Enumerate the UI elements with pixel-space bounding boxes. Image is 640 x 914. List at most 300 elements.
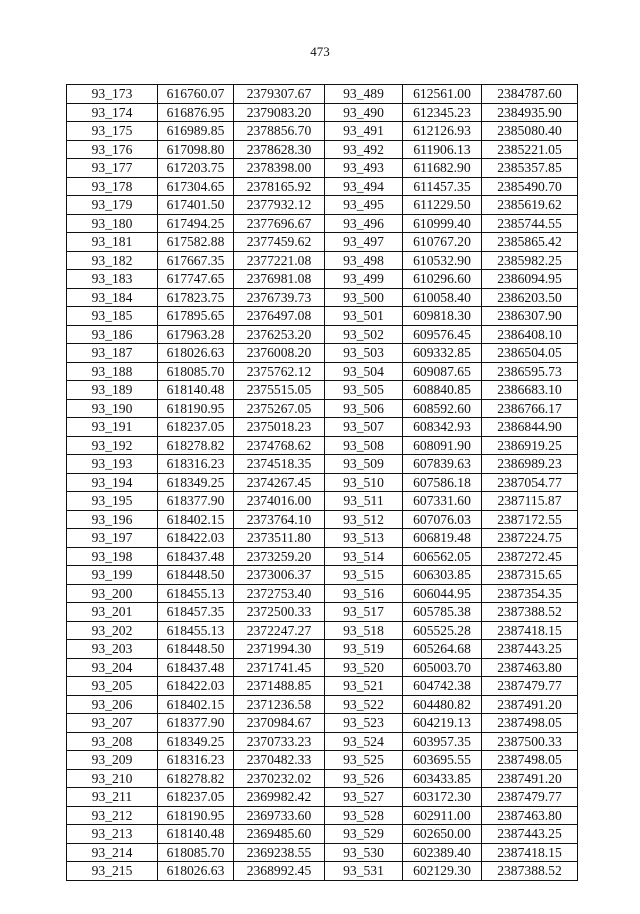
y-coordinate-cell: 2387491.20: [482, 769, 578, 788]
point-id-cell: 93_202: [67, 621, 158, 640]
point-id-cell: 93_193: [67, 455, 158, 474]
x-coordinate-cell: 611682.90: [403, 159, 482, 178]
point-id-cell: 93_187: [67, 344, 158, 363]
x-coordinate-cell: 618190.95: [158, 806, 234, 825]
point-id-cell: 93_513: [325, 529, 403, 548]
table-row: [67, 492, 578, 511]
point-id-cell: 93_210: [67, 769, 158, 788]
point-id-cell: 93_176: [67, 140, 158, 159]
x-coordinate-cell: 618278.82: [158, 769, 234, 788]
x-coordinate-cell: 612561.00: [403, 85, 482, 104]
point-id-cell: 93_521: [325, 677, 403, 696]
x-coordinate-cell: 609818.30: [403, 307, 482, 326]
point-id-cell: 93_201: [67, 603, 158, 622]
x-coordinate-cell: 618316.23: [158, 455, 234, 474]
y-coordinate-cell: 2376739.73: [234, 288, 325, 307]
y-coordinate-cell: 2385744.55: [482, 214, 578, 233]
y-coordinate-cell: 2373511.80: [234, 529, 325, 548]
point-id-cell: 93_205: [67, 677, 158, 696]
x-coordinate-cell: 609087.65: [403, 362, 482, 381]
table-row: [67, 455, 578, 474]
y-coordinate-cell: 2387479.77: [482, 788, 578, 807]
table-row: [67, 344, 578, 363]
y-coordinate-cell: 2372753.40: [234, 584, 325, 603]
y-coordinate-cell: 2370482.33: [234, 751, 325, 770]
x-coordinate-cell: 618278.82: [158, 436, 234, 455]
point-id-cell: 93_184: [67, 288, 158, 307]
table-row: [67, 85, 578, 104]
x-coordinate-cell: 618402.15: [158, 510, 234, 529]
x-coordinate-cell: 609332.85: [403, 344, 482, 363]
point-id-cell: 93_529: [325, 825, 403, 844]
x-coordinate-cell: 603433.85: [403, 769, 482, 788]
point-id-cell: 93_492: [325, 140, 403, 159]
x-coordinate-cell: 618402.15: [158, 695, 234, 714]
y-coordinate-cell: 2386094.95: [482, 270, 578, 289]
y-coordinate-cell: 2387388.52: [482, 862, 578, 881]
point-id-cell: 93_199: [67, 566, 158, 585]
y-coordinate-cell: 2384935.90: [482, 103, 578, 122]
y-coordinate-cell: 2370733.23: [234, 732, 325, 751]
point-id-cell: 93_174: [67, 103, 158, 122]
y-coordinate-cell: 2385865.42: [482, 233, 578, 252]
point-id-cell: 93_504: [325, 362, 403, 381]
y-coordinate-cell: 2370232.02: [234, 769, 325, 788]
table-row: [67, 362, 578, 381]
point-id-cell: 93_175: [67, 122, 158, 141]
x-coordinate-cell: 608342.93: [403, 418, 482, 437]
table-row: [67, 307, 578, 326]
x-coordinate-cell: 618237.05: [158, 418, 234, 437]
table-row: [67, 769, 578, 788]
x-coordinate-cell: 602129.30: [403, 862, 482, 881]
table-row: [67, 418, 578, 437]
y-coordinate-cell: 2368992.45: [234, 862, 325, 881]
point-id-cell: 93_211: [67, 788, 158, 807]
point-id-cell: 93_510: [325, 473, 403, 492]
y-coordinate-cell: 2387418.15: [482, 621, 578, 640]
x-coordinate-cell: 606562.05: [403, 547, 482, 566]
y-coordinate-cell: 2387315.65: [482, 566, 578, 585]
table-row: [67, 529, 578, 548]
point-id-cell: 93_195: [67, 492, 158, 511]
x-coordinate-cell: 607076.03: [403, 510, 482, 529]
table-row: [67, 270, 578, 289]
y-coordinate-cell: 2376981.08: [234, 270, 325, 289]
table-row: [67, 584, 578, 603]
point-id-cell: 93_500: [325, 288, 403, 307]
table-row: [67, 658, 578, 677]
table-row: [67, 843, 578, 862]
y-coordinate-cell: 2374016.00: [234, 492, 325, 511]
coordinate-table: [66, 84, 578, 881]
x-coordinate-cell: 618448.50: [158, 566, 234, 585]
y-coordinate-cell: 2387224.75: [482, 529, 578, 548]
table-row: [67, 214, 578, 233]
table-row: [67, 436, 578, 455]
point-id-cell: 93_213: [67, 825, 158, 844]
table-row: [67, 751, 578, 770]
y-coordinate-cell: 2375515.05: [234, 381, 325, 400]
x-coordinate-cell: 609576.45: [403, 325, 482, 344]
point-id-cell: 93_189: [67, 381, 158, 400]
y-coordinate-cell: 2386408.10: [482, 325, 578, 344]
point-id-cell: 93_493: [325, 159, 403, 178]
table-row: [67, 196, 578, 215]
point-id-cell: 93_198: [67, 547, 158, 566]
y-coordinate-cell: 2377221.08: [234, 251, 325, 270]
x-coordinate-cell: 604742.38: [403, 677, 482, 696]
x-coordinate-cell: 617304.65: [158, 177, 234, 196]
y-coordinate-cell: 2387443.25: [482, 640, 578, 659]
x-coordinate-cell: 602650.00: [403, 825, 482, 844]
y-coordinate-cell: 2387463.80: [482, 806, 578, 825]
point-id-cell: 93_495: [325, 196, 403, 215]
y-coordinate-cell: 2370984.67: [234, 714, 325, 733]
x-coordinate-cell: 618455.13: [158, 584, 234, 603]
x-coordinate-cell: 618349.25: [158, 732, 234, 751]
table-row: [67, 510, 578, 529]
x-coordinate-cell: 602389.40: [403, 843, 482, 862]
point-id-cell: 93_531: [325, 862, 403, 881]
y-coordinate-cell: 2387479.77: [482, 677, 578, 696]
table-row: [67, 547, 578, 566]
y-coordinate-cell: 2387115.87: [482, 492, 578, 511]
y-coordinate-cell: 2377459.62: [234, 233, 325, 252]
x-coordinate-cell: 617963.28: [158, 325, 234, 344]
x-coordinate-cell: 610999.40: [403, 214, 482, 233]
y-coordinate-cell: 2371236.58: [234, 695, 325, 714]
y-coordinate-cell: 2385080.40: [482, 122, 578, 141]
point-id-cell: 93_517: [325, 603, 403, 622]
x-coordinate-cell: 606819.48: [403, 529, 482, 548]
y-coordinate-cell: 2369982.42: [234, 788, 325, 807]
point-id-cell: 93_519: [325, 640, 403, 659]
point-id-cell: 93_515: [325, 566, 403, 585]
x-coordinate-cell: 618437.48: [158, 658, 234, 677]
y-coordinate-cell: 2377932.12: [234, 196, 325, 215]
coordinate-table-body: [67, 85, 578, 881]
x-coordinate-cell: 618422.03: [158, 529, 234, 548]
point-id-cell: 93_527: [325, 788, 403, 807]
y-coordinate-cell: 2371488.85: [234, 677, 325, 696]
table-row: [67, 806, 578, 825]
x-coordinate-cell: 617582.88: [158, 233, 234, 252]
point-id-cell: 93_520: [325, 658, 403, 677]
x-coordinate-cell: 618085.70: [158, 843, 234, 862]
y-coordinate-cell: 2386683.10: [482, 381, 578, 400]
point-id-cell: 93_496: [325, 214, 403, 233]
x-coordinate-cell: 611229.50: [403, 196, 482, 215]
x-coordinate-cell: 608592.60: [403, 399, 482, 418]
y-coordinate-cell: 2373259.20: [234, 547, 325, 566]
table-row: [67, 732, 578, 751]
x-coordinate-cell: 607331.60: [403, 492, 482, 511]
x-coordinate-cell: 618422.03: [158, 677, 234, 696]
table-row: [67, 640, 578, 659]
point-id-cell: 93_178: [67, 177, 158, 196]
y-coordinate-cell: 2374267.45: [234, 473, 325, 492]
y-coordinate-cell: 2387491.20: [482, 695, 578, 714]
x-coordinate-cell: 606303.85: [403, 566, 482, 585]
y-coordinate-cell: 2387500.33: [482, 732, 578, 751]
x-coordinate-cell: 618457.35: [158, 603, 234, 622]
x-coordinate-cell: 610532.90: [403, 251, 482, 270]
x-coordinate-cell: 618190.95: [158, 399, 234, 418]
point-id-cell: 93_518: [325, 621, 403, 640]
point-id-cell: 93_207: [67, 714, 158, 733]
point-id-cell: 93_203: [67, 640, 158, 659]
table-row: [67, 473, 578, 492]
point-id-cell: 93_526: [325, 769, 403, 788]
point-id-cell: 93_512: [325, 510, 403, 529]
x-coordinate-cell: 618437.48: [158, 547, 234, 566]
point-id-cell: 93_530: [325, 843, 403, 862]
table-row: [67, 677, 578, 696]
x-coordinate-cell: 617823.75: [158, 288, 234, 307]
table-row: [67, 251, 578, 270]
table-row: [67, 233, 578, 252]
y-coordinate-cell: 2387463.80: [482, 658, 578, 677]
table-row: [67, 159, 578, 178]
y-coordinate-cell: 2372500.33: [234, 603, 325, 622]
x-coordinate-cell: 618140.48: [158, 381, 234, 400]
x-coordinate-cell: 602911.00: [403, 806, 482, 825]
x-coordinate-cell: 611906.13: [403, 140, 482, 159]
x-coordinate-cell: 618316.23: [158, 751, 234, 770]
point-id-cell: 93_191: [67, 418, 158, 437]
point-id-cell: 93_206: [67, 695, 158, 714]
y-coordinate-cell: 2386203.50: [482, 288, 578, 307]
y-coordinate-cell: 2378398.00: [234, 159, 325, 178]
x-coordinate-cell: 616760.07: [158, 85, 234, 104]
y-coordinate-cell: 2386595.73: [482, 362, 578, 381]
y-coordinate-cell: 2379307.67: [234, 85, 325, 104]
x-coordinate-cell: 605785.38: [403, 603, 482, 622]
y-coordinate-cell: 2387418.15: [482, 843, 578, 862]
point-id-cell: 93_497: [325, 233, 403, 252]
point-id-cell: 93_490: [325, 103, 403, 122]
table-row: [67, 788, 578, 807]
page-number: 473: [310, 44, 330, 59]
y-coordinate-cell: 2373006.37: [234, 566, 325, 585]
x-coordinate-cell: 611457.35: [403, 177, 482, 196]
point-id-cell: 93_507: [325, 418, 403, 437]
x-coordinate-cell: 617895.65: [158, 307, 234, 326]
y-coordinate-cell: 2374768.62: [234, 436, 325, 455]
y-coordinate-cell: 2371741.45: [234, 658, 325, 677]
y-coordinate-cell: 2378856.70: [234, 122, 325, 141]
y-coordinate-cell: 2375267.05: [234, 399, 325, 418]
y-coordinate-cell: 2387272.45: [482, 547, 578, 566]
table-row: [67, 381, 578, 400]
x-coordinate-cell: 610296.60: [403, 270, 482, 289]
point-id-cell: 93_509: [325, 455, 403, 474]
x-coordinate-cell: 607586.18: [403, 473, 482, 492]
y-coordinate-cell: 2379083.20: [234, 103, 325, 122]
x-coordinate-cell: 608840.85: [403, 381, 482, 400]
y-coordinate-cell: 2376253.20: [234, 325, 325, 344]
y-coordinate-cell: 2372247.27: [234, 621, 325, 640]
x-coordinate-cell: 618448.50: [158, 640, 234, 659]
x-coordinate-cell: 608091.90: [403, 436, 482, 455]
y-coordinate-cell: 2386307.90: [482, 307, 578, 326]
point-id-cell: 93_498: [325, 251, 403, 270]
point-id-cell: 93_491: [325, 122, 403, 141]
table-row: [67, 621, 578, 640]
x-coordinate-cell: 618455.13: [158, 621, 234, 640]
point-id-cell: 93_524: [325, 732, 403, 751]
table-row: [67, 122, 578, 141]
x-coordinate-cell: 616989.85: [158, 122, 234, 141]
x-coordinate-cell: 604219.13: [403, 714, 482, 733]
point-id-cell: 93_177: [67, 159, 158, 178]
y-coordinate-cell: 2386844.90: [482, 418, 578, 437]
x-coordinate-cell: 603172.30: [403, 788, 482, 807]
table-row: [67, 288, 578, 307]
y-coordinate-cell: 2377696.67: [234, 214, 325, 233]
point-id-cell: 93_192: [67, 436, 158, 455]
y-coordinate-cell: 2387354.35: [482, 584, 578, 603]
x-coordinate-cell: 605264.68: [403, 640, 482, 659]
y-coordinate-cell: 2386989.23: [482, 455, 578, 474]
y-coordinate-cell: 2385490.70: [482, 177, 578, 196]
y-coordinate-cell: 2387443.25: [482, 825, 578, 844]
x-coordinate-cell: 618377.90: [158, 714, 234, 733]
y-coordinate-cell: 2369733.60: [234, 806, 325, 825]
point-id-cell: 93_196: [67, 510, 158, 529]
x-coordinate-cell: 610058.40: [403, 288, 482, 307]
point-id-cell: 93_209: [67, 751, 158, 770]
table-row: [67, 603, 578, 622]
point-id-cell: 93_194: [67, 473, 158, 492]
x-coordinate-cell: 617667.35: [158, 251, 234, 270]
x-coordinate-cell: 618026.63: [158, 862, 234, 881]
point-id-cell: 93_179: [67, 196, 158, 215]
point-id-cell: 93_516: [325, 584, 403, 603]
point-id-cell: 93_215: [67, 862, 158, 881]
y-coordinate-cell: 2376497.08: [234, 307, 325, 326]
x-coordinate-cell: 618377.90: [158, 492, 234, 511]
y-coordinate-cell: 2387388.52: [482, 603, 578, 622]
table-row: [67, 825, 578, 844]
y-coordinate-cell: 2386504.05: [482, 344, 578, 363]
point-id-cell: 93_506: [325, 399, 403, 418]
x-coordinate-cell: 617203.75: [158, 159, 234, 178]
point-id-cell: 93_489: [325, 85, 403, 104]
x-coordinate-cell: 617494.25: [158, 214, 234, 233]
y-coordinate-cell: 2374518.35: [234, 455, 325, 474]
x-coordinate-cell: 618349.25: [158, 473, 234, 492]
point-id-cell: 93_181: [67, 233, 158, 252]
point-id-cell: 93_523: [325, 714, 403, 733]
y-coordinate-cell: 2387498.05: [482, 714, 578, 733]
y-coordinate-cell: 2386919.25: [482, 436, 578, 455]
point-id-cell: 93_190: [67, 399, 158, 418]
point-id-cell: 93_185: [67, 307, 158, 326]
y-coordinate-cell: 2387054.77: [482, 473, 578, 492]
y-coordinate-cell: 2386766.17: [482, 399, 578, 418]
point-id-cell: 93_186: [67, 325, 158, 344]
table-row: [67, 695, 578, 714]
table-row: [67, 566, 578, 585]
point-id-cell: 93_503: [325, 344, 403, 363]
point-id-cell: 93_499: [325, 270, 403, 289]
table-row: [67, 103, 578, 122]
point-id-cell: 93_180: [67, 214, 158, 233]
point-id-cell: 93_525: [325, 751, 403, 770]
table-row: [67, 399, 578, 418]
point-id-cell: 93_514: [325, 547, 403, 566]
y-coordinate-cell: 2375762.12: [234, 362, 325, 381]
x-coordinate-cell: 612345.23: [403, 103, 482, 122]
y-coordinate-cell: 2378628.30: [234, 140, 325, 159]
y-coordinate-cell: 2385357.85: [482, 159, 578, 178]
point-id-cell: 93_494: [325, 177, 403, 196]
x-coordinate-cell: 612126.93: [403, 122, 482, 141]
point-id-cell: 93_522: [325, 695, 403, 714]
point-id-cell: 93_173: [67, 85, 158, 104]
point-id-cell: 93_188: [67, 362, 158, 381]
x-coordinate-cell: 617098.80: [158, 140, 234, 159]
x-coordinate-cell: 603957.35: [403, 732, 482, 751]
y-coordinate-cell: 2378165.92: [234, 177, 325, 196]
y-coordinate-cell: 2375018.23: [234, 418, 325, 437]
y-coordinate-cell: 2384787.60: [482, 85, 578, 104]
y-coordinate-cell: 2387498.05: [482, 751, 578, 770]
y-coordinate-cell: 2387172.55: [482, 510, 578, 529]
x-coordinate-cell: 606044.95: [403, 584, 482, 603]
x-coordinate-cell: 616876.95: [158, 103, 234, 122]
point-id-cell: 93_208: [67, 732, 158, 751]
x-coordinate-cell: 618237.05: [158, 788, 234, 807]
point-id-cell: 93_502: [325, 325, 403, 344]
table-row: [67, 325, 578, 344]
point-id-cell: 93_505: [325, 381, 403, 400]
x-coordinate-cell: 605003.70: [403, 658, 482, 677]
point-id-cell: 93_183: [67, 270, 158, 289]
point-id-cell: 93_204: [67, 658, 158, 677]
point-id-cell: 93_501: [325, 307, 403, 326]
y-coordinate-cell: 2369485.60: [234, 825, 325, 844]
x-coordinate-cell: 610767.20: [403, 233, 482, 252]
y-coordinate-cell: 2369238.55: [234, 843, 325, 862]
x-coordinate-cell: 618140.48: [158, 825, 234, 844]
x-coordinate-cell: 618085.70: [158, 362, 234, 381]
x-coordinate-cell: 607839.63: [403, 455, 482, 474]
y-coordinate-cell: 2371994.30: [234, 640, 325, 659]
point-id-cell: 93_508: [325, 436, 403, 455]
y-coordinate-cell: 2385221.05: [482, 140, 578, 159]
x-coordinate-cell: 605525.28: [403, 621, 482, 640]
point-id-cell: 93_528: [325, 806, 403, 825]
x-coordinate-cell: 603695.55: [403, 751, 482, 770]
table-row: [67, 140, 578, 159]
x-coordinate-cell: 617747.65: [158, 270, 234, 289]
y-coordinate-cell: 2376008.20: [234, 344, 325, 363]
table-row: [67, 177, 578, 196]
y-coordinate-cell: 2385619.62: [482, 196, 578, 215]
y-coordinate-cell: 2385982.25: [482, 251, 578, 270]
point-id-cell: 93_197: [67, 529, 158, 548]
table-row: [67, 714, 578, 733]
x-coordinate-cell: 618026.63: [158, 344, 234, 363]
x-coordinate-cell: 617401.50: [158, 196, 234, 215]
point-id-cell: 93_212: [67, 806, 158, 825]
x-coordinate-cell: 604480.82: [403, 695, 482, 714]
table-row: [67, 862, 578, 881]
y-coordinate-cell: 2373764.10: [234, 510, 325, 529]
